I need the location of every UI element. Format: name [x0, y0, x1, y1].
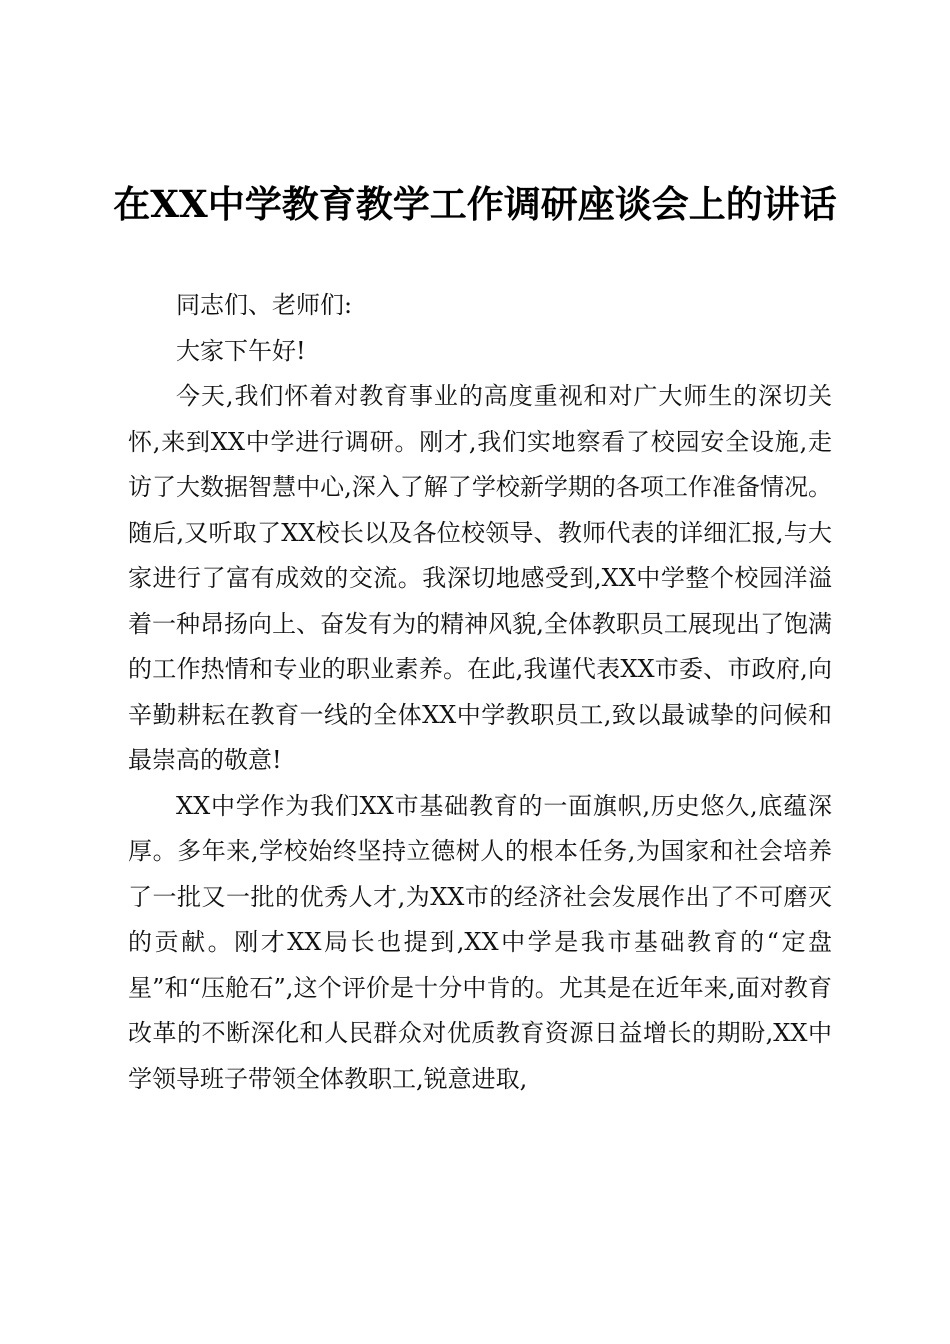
salutation-paragraph: 同志们、老师们: [176, 291, 353, 319]
document-body [128, 283, 832, 1102]
greeting-paragraph: 大家下午好! [176, 336, 306, 365]
document-title: 在XX中学教育教学工作调研座谈会上的讲话 [113, 182, 837, 226]
body-paragraph: XX中学作为我们XX市基础教育的一面旗帜,历史悠久,底蕴深厚。多年来,学校始终坚持立德树人的根本任务,为国家和社会培养了一批又一批的优秀人才,为XX市的经济社会发展作出了不可磨灭的贡献。刚才XX局长也提到,XX中学是我市基础教育的“定盘星”和“压舱石”,这个评价是十分中肯的。尤其是在近年来,面对教育改革的不断深化和人民群众对优质教育资源日益增长的期盼,XX中学领导班子带领全体教职工,锐意进取, [128, 791, 832, 1093]
body-paragraph: 今天,我们怀着对教育事业的高度重视和对广大师生的深切关怀,来到XX中学进行调研。刚才,我们实地察看了校园安全设施,走访了大数据智慧中心,深入了解了学校新学期的各项工作准备情况。随后,又听取了XX校长以及各位校领导、教师代表的详细汇报,与大家进行了富有成效的交流。我深切地感受到,XX中学整个校园洋溢着一种昂扬向上、奋发有为的精神风貌,全体教职员工展现出了饱满的工作热情和专业的职业素养。在此,我谨代表XX市委、市政府,向辛勤耕耘在教育一线的全体XX中学教职员工,致以最诚挚的问候和最崇高的敬意! [128, 382, 832, 774]
